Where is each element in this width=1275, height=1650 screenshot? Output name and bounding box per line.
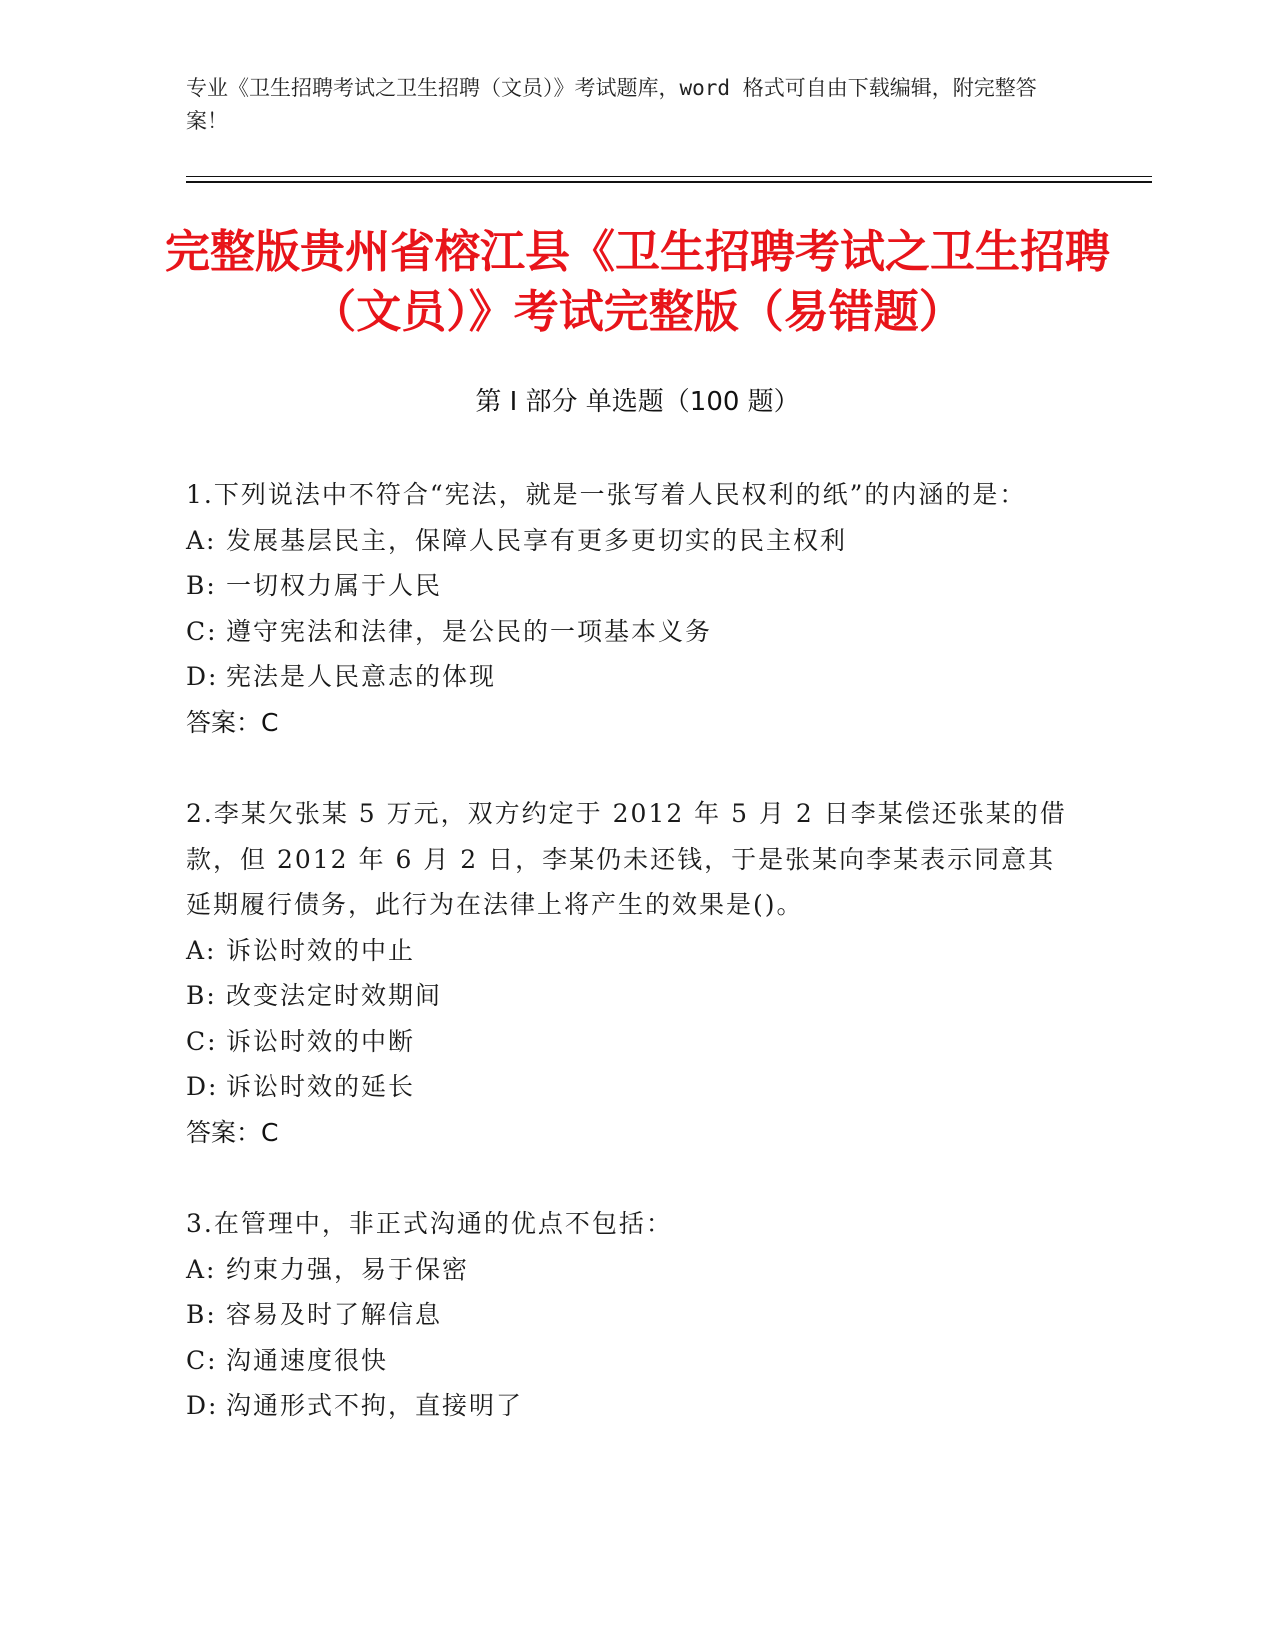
option-key: C: bbox=[186, 1345, 218, 1375]
option-text: 发展基层民主，保障人民享有更多更切实的民主权利 bbox=[226, 525, 848, 555]
option-key: C: bbox=[186, 1026, 218, 1056]
option-b bbox=[186, 973, 1076, 1019]
option-d bbox=[186, 654, 1076, 700]
question-stem: 1.下列说法中不符合“宪法，就是一张写着人民权利的纸”的内涵的是： bbox=[186, 480, 1027, 509]
option-a bbox=[186, 1247, 1076, 1293]
option-key: D: bbox=[186, 1072, 219, 1101]
section-title: 第 I 部分 单选题（100 题） bbox=[475, 387, 800, 417]
option-key: B: bbox=[186, 571, 217, 600]
header-note: 专业《卫生招聘考试之卫生招聘（文员）》考试题库，word 格式可自由下载编辑，附完整答案！ bbox=[186, 76, 1037, 133]
option-text: 一切权力属于人民 bbox=[226, 571, 443, 600]
option-c bbox=[186, 609, 1076, 655]
option-d bbox=[186, 1383, 1076, 1429]
question-list bbox=[186, 472, 1076, 1475]
option-text: 容易及时了解信息 bbox=[226, 1300, 443, 1329]
option-key: D: bbox=[186, 1391, 219, 1420]
option-key: B: bbox=[186, 981, 217, 1010]
option-key: C: bbox=[186, 616, 218, 646]
question-1 bbox=[186, 472, 1076, 745]
question-2 bbox=[186, 791, 1076, 1155]
option-text: 沟通速度很快 bbox=[226, 1345, 389, 1375]
option-key: B: bbox=[186, 1300, 217, 1329]
header-divider-thick bbox=[186, 181, 1152, 183]
answer-line: 答案：C bbox=[186, 707, 279, 737]
option-key: D: bbox=[186, 662, 219, 691]
question-3 bbox=[186, 1201, 1076, 1429]
option-text: 约束力强，易于保密 bbox=[226, 1254, 470, 1284]
option-key: A: bbox=[186, 525, 217, 555]
option-c bbox=[186, 1019, 1076, 1065]
header-divider-thin bbox=[186, 176, 1152, 177]
option-key: A: bbox=[186, 935, 217, 965]
option-a bbox=[186, 518, 1076, 564]
option-text: 诉讼时效的延长 bbox=[226, 1072, 416, 1101]
question-stem: 3.在管理中，非正式沟通的优点不包括： bbox=[186, 1209, 673, 1238]
document-title: 完整版贵州省榕江县《卫生招聘考试之卫生招聘（文员）》考试完整版（易错题） bbox=[164, 225, 1110, 338]
option-text: 改变法定时效期间 bbox=[226, 981, 443, 1010]
option-c bbox=[186, 1338, 1076, 1384]
option-text: 宪法是人民意志的体现 bbox=[226, 662, 497, 691]
option-text: 诉讼时效的中止 bbox=[226, 935, 416, 965]
option-key: A: bbox=[186, 1254, 217, 1284]
option-b bbox=[186, 1292, 1076, 1338]
option-text: 沟通形式不拘，直接明了 bbox=[226, 1391, 524, 1420]
option-text: 诉讼时效的中断 bbox=[226, 1026, 416, 1056]
option-b bbox=[186, 563, 1076, 609]
answer-line: 答案：C bbox=[186, 1117, 279, 1147]
option-d bbox=[186, 1064, 1076, 1110]
option-text: 遵守宪法和法律，是公民的一项基本义务 bbox=[226, 616, 713, 646]
question-stem: 2.李某欠张某 5 万元，双方约定于 2012 年 5 月 2 日李某偿还张某的借款，但 2012 年 6 月 2 日，李某仍未还钱，于是张某向李某表示同意其延期履行债务，此行为在法律上将产生的效果是()。 bbox=[186, 799, 1067, 919]
option-a bbox=[186, 928, 1076, 974]
